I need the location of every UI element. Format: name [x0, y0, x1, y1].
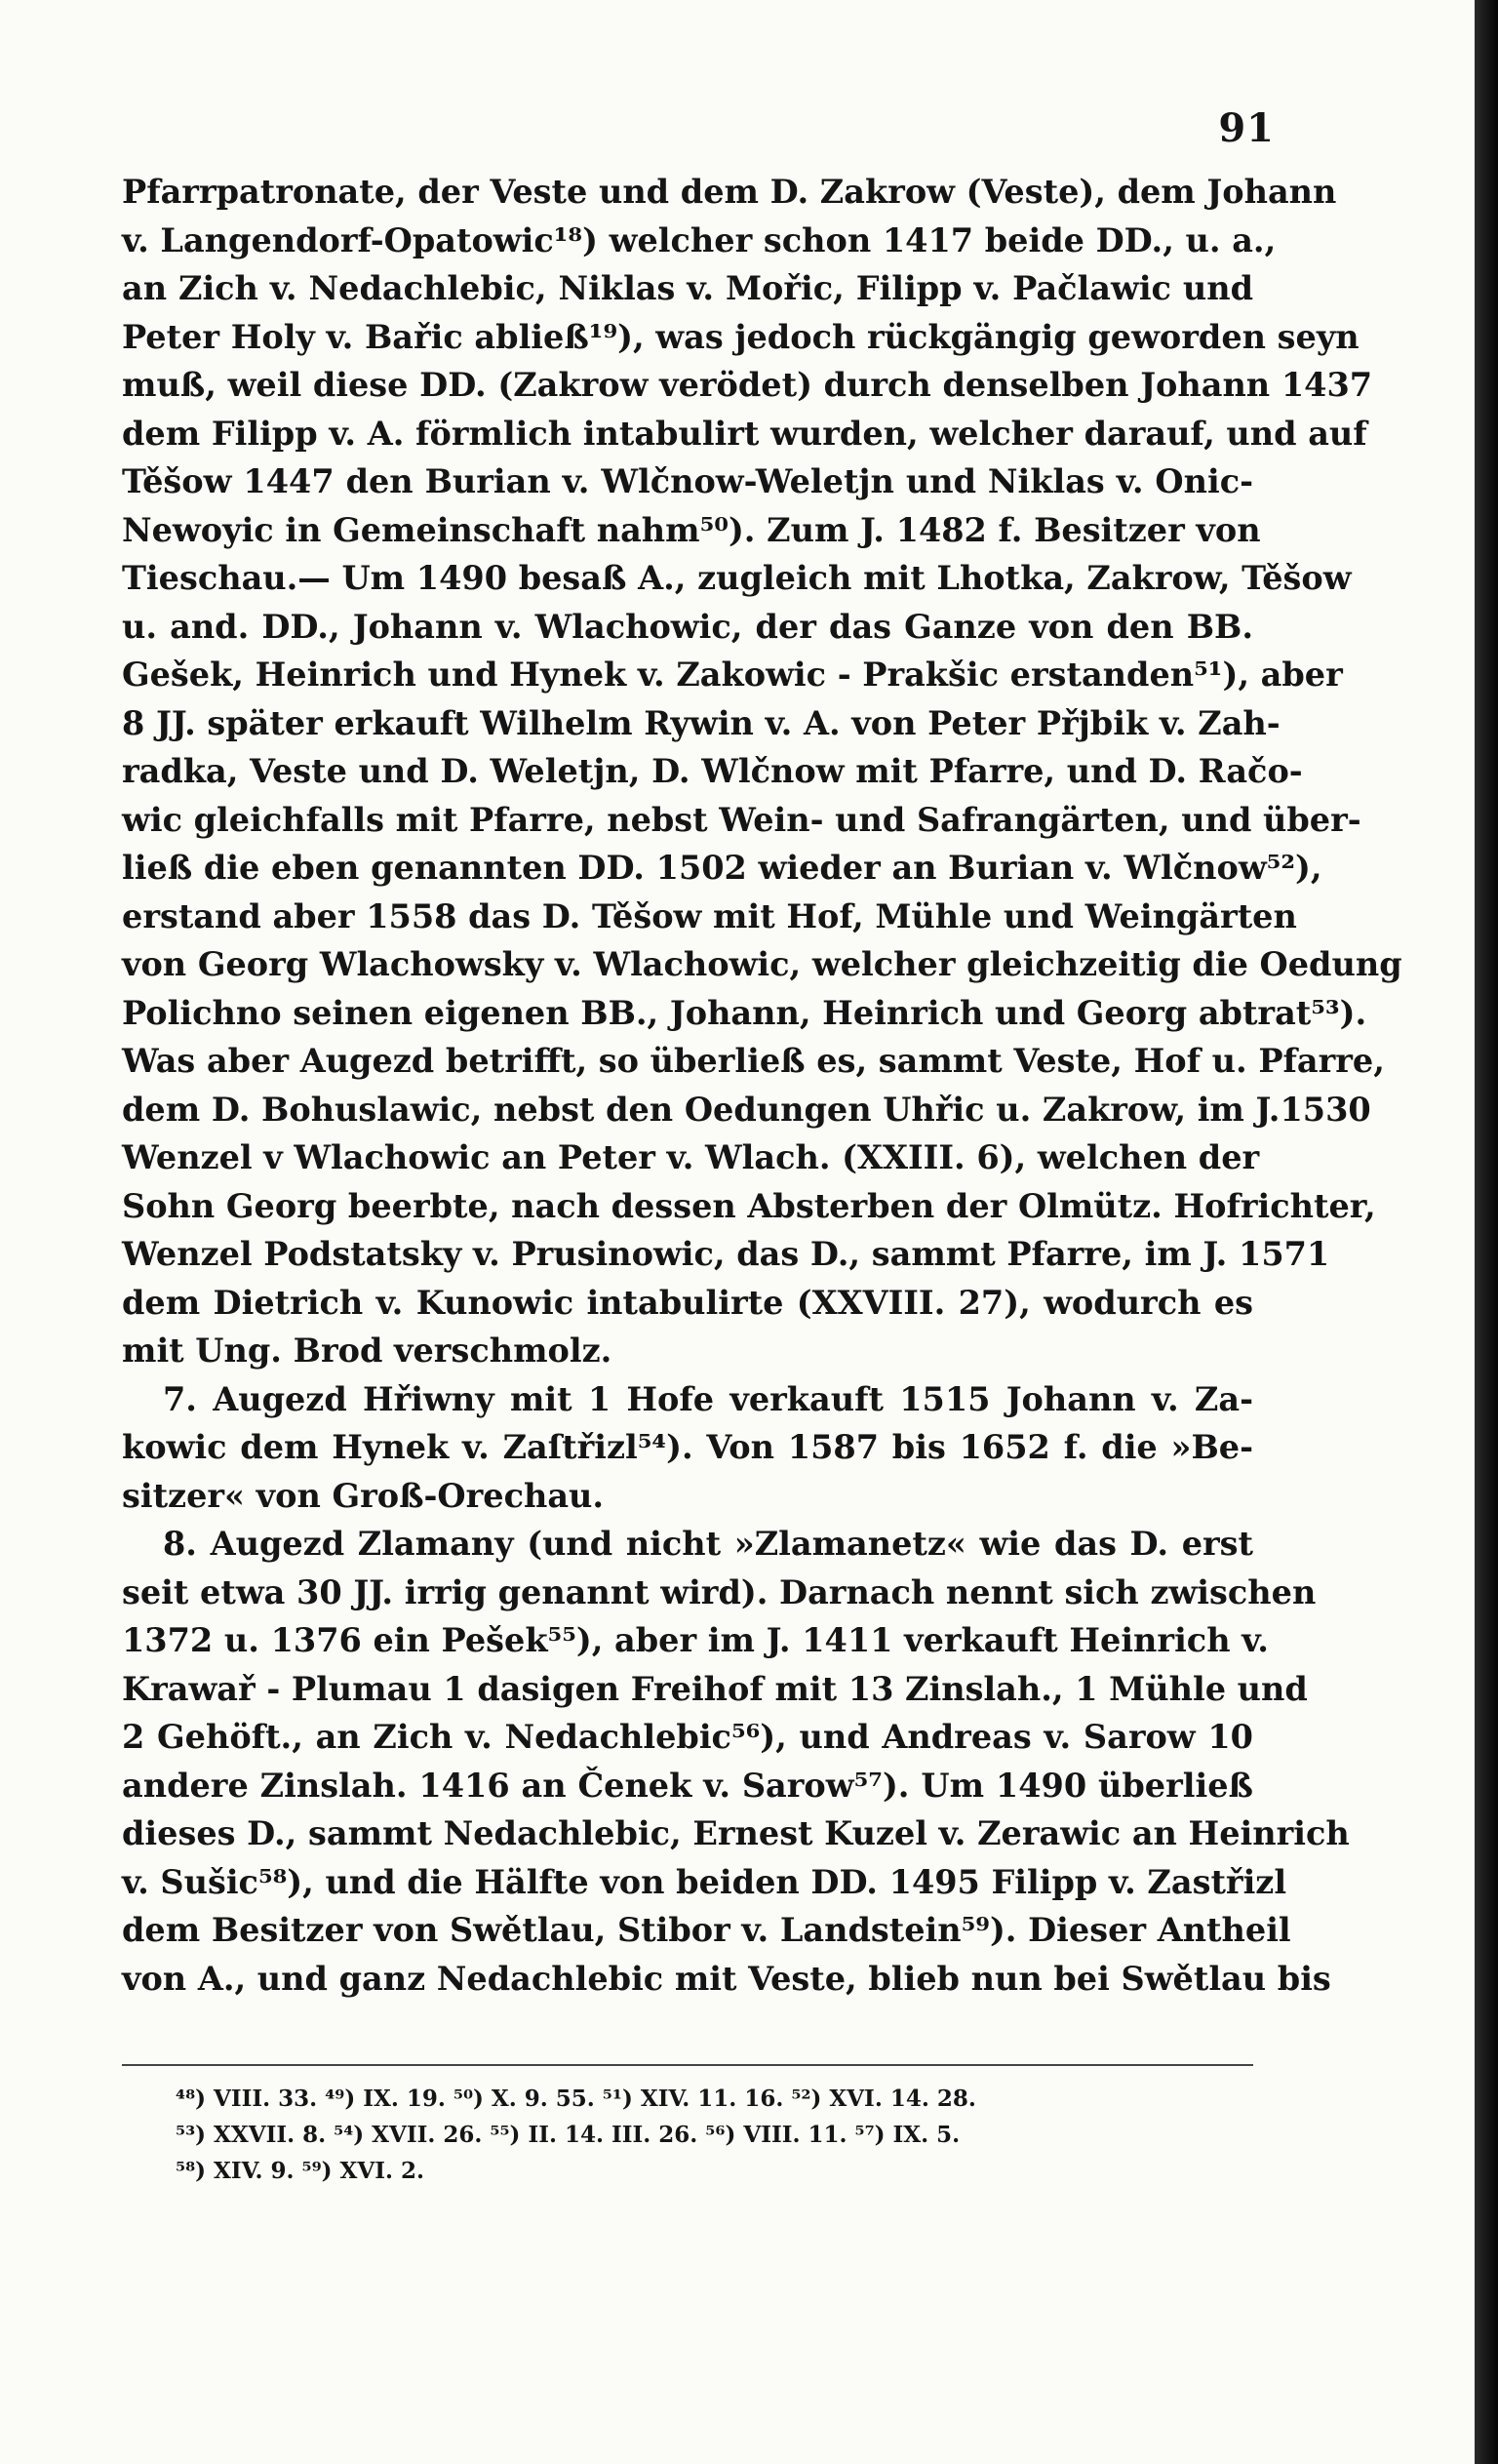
text-line: dem Dietrich v. Kunowic intabulirte (XXVIII. 27), wodurch es — [122, 1283, 1253, 1322]
body-text — [122, 168, 1402, 2003]
text-line: Polichno seinen eigenen BB., Johann, Heinrich und Georg abtrat⁵³). — [122, 993, 1367, 1032]
text-line: von A., und ganz Nedachlebic mit Veste, blieb nun bei Swětlau bis — [122, 1959, 1331, 1998]
text-line: Newoyic in Gemeinschaft nahm⁵⁰). Zum J. 1482 f. Besitzer von — [122, 510, 1261, 549]
footnotes — [176, 2081, 1253, 2189]
text-line: Wenzel v Wlachowic an Peter v. Wlach. (XXIII. 6), welchen der — [122, 1138, 1260, 1176]
section-7-heading-line: 7. Augezd Hřiwny mit 1 Hofe verkauft 1515 Johann v. Za- — [163, 1379, 1253, 1418]
text-line: 8 JJ. später erkauft Wilhelm Rywin v. A. von Peter Přjbik v. Zah- — [122, 703, 1281, 742]
text-line: dem Besitzer von Swětlau, Stibor v. Landstein⁵⁹). Dieser Antheil — [122, 1911, 1291, 1949]
text-line: Peter Holy v. Bařic abließ¹⁹), was jedoch rückgängig geworden seyn — [122, 317, 1360, 356]
text-line: v. Langendorf-Opatowic¹⁸) welcher schon 1417 beide DD., u. a., — [122, 220, 1277, 259]
footnote-line: ⁵³) XXVII. 8. ⁵⁴) XVII. 26. ⁵⁵) II. 14. III. 26. ⁵⁶) VIII. 11. ⁵⁷) IX. 5. — [176, 2122, 961, 2148]
text-line: Sohn Georg beerbte, nach dessen Absterben der Olmütz. Hofrichter, — [122, 1186, 1376, 1225]
text-line: mit Ung. Brod verschmolz. — [122, 1331, 612, 1370]
text-line: u. and. DD., Johann v. Wlachowic, der das Ganze von den BB. — [122, 607, 1253, 646]
text-line: Krawař - Plumau 1 dasigen Freihof mit 13 Zinslah., 1 Mühle und — [122, 1669, 1308, 1708]
text-line: 1372 u. 1376 ein Pešek⁵⁵), aber im J. 1411 verkauft Heinrich v. — [122, 1621, 1269, 1659]
text-line: Pfarrpatronate, der Veste und dem D. Zakrow (Veste), dem Johann — [122, 173, 1337, 211]
text-line: sitzer« von Groß-Orechau. — [122, 1476, 605, 1515]
text-line: dieses D., sammt Nedachlebic, Ernest Kuzel v. Zerawic an Heinrich — [122, 1814, 1350, 1852]
text-line: 2 Gehöft., an Zich v. Nedachlebic⁵⁶), und Andreas v. Sarow 10 — [122, 1718, 1253, 1756]
footnote-divider — [122, 2064, 1253, 2066]
text-line: v. Sušic⁵⁸), und die Hälfte von beiden DD. 1495 Filipp v. Zastřizl — [122, 1862, 1287, 1901]
text-line: muß, weil diese DD. (Zakrow verödet) durch denselben Johann 1437 — [122, 366, 1373, 404]
text-line: an Zich v. Nedachlebic, Niklas v. Mořic, Filipp v. Pačlawic und — [122, 269, 1253, 307]
footnote-line: ⁵⁸) XIV. 9. ⁵⁹) XVI. 2. — [176, 2158, 425, 2184]
text-line: kowic dem Hynek v. Zaſtřizl⁵⁴). Von 1587 bis 1652 f. die »Be- — [122, 1428, 1253, 1466]
text-line: Wenzel Podstatsky v. Prusinowic, das D., sammt Pfarre, im J. 1571 — [122, 1235, 1330, 1273]
text-line: erstand aber 1558 das D. Těšow mit Hof, Mühle und Weingärten — [122, 896, 1297, 935]
scan-edge — [1475, 0, 1498, 2464]
section-8-heading-line: 8. Augezd Zlamany (und nicht »Zlamanetz« wie das D. erst — [163, 1525, 1253, 1563]
footnote-line: ⁴⁸) VIII. 33. ⁴⁹) IX. 19. ⁵⁰) X. 9. 55. ⁵¹) XIV. 11. 16. ⁵²) XVI. 14. 28. — [176, 2086, 976, 2112]
text-line: ließ die eben genannten DD. 1502 wieder an Burian v. Wlčnow⁵²), — [122, 849, 1322, 887]
text-line: seit etwa 30 JJ. irrig genannt wird). Darnach nennt sich zwischen — [122, 1572, 1317, 1611]
text-line: von Georg Wlachowsky v. Wlachowic, welcher gleichzeitig die Oedung — [122, 945, 1402, 983]
text-line: andere Zinslah. 1416 an Čenek v. Sarow⁵⁷). Um 1490 überließ — [122, 1766, 1253, 1805]
text-line: Was aber Augezd betrifft, so überließ es, sammt Veste, Hof u. Pfarre, — [122, 1042, 1385, 1080]
text-line: radka, Veste und D. Weletjn, D. Wlčnow mit Pfarre, und D. Račo- — [122, 752, 1303, 790]
text-line: Tieschau.— Um 1490 besaß A., zugleich mit Lhotka, Zakrow, Těšow — [122, 559, 1352, 597]
page-number: 91 — [1218, 105, 1275, 151]
text-line: Těšow 1447 den Burian v. Wlčnow-Weletjn und Niklas v. Onic- — [122, 462, 1253, 500]
text-line: Gešek, Heinrich und Hynek v. Zakowic - Prakšic erstanden⁵¹), aber — [122, 656, 1343, 694]
text-line: dem D. Bohuslawic, nebst den Oedungen Uhřic u. Zakrow, im J.1530 — [122, 1090, 1371, 1129]
text-line: dem Filipp v. A. förmlich intabulirt wurden, welcher darauf, und auf — [122, 414, 1367, 453]
text-line: wic gleichfalls mit Pfarre, nebst Wein- und Safrangärten, und über- — [122, 800, 1361, 839]
